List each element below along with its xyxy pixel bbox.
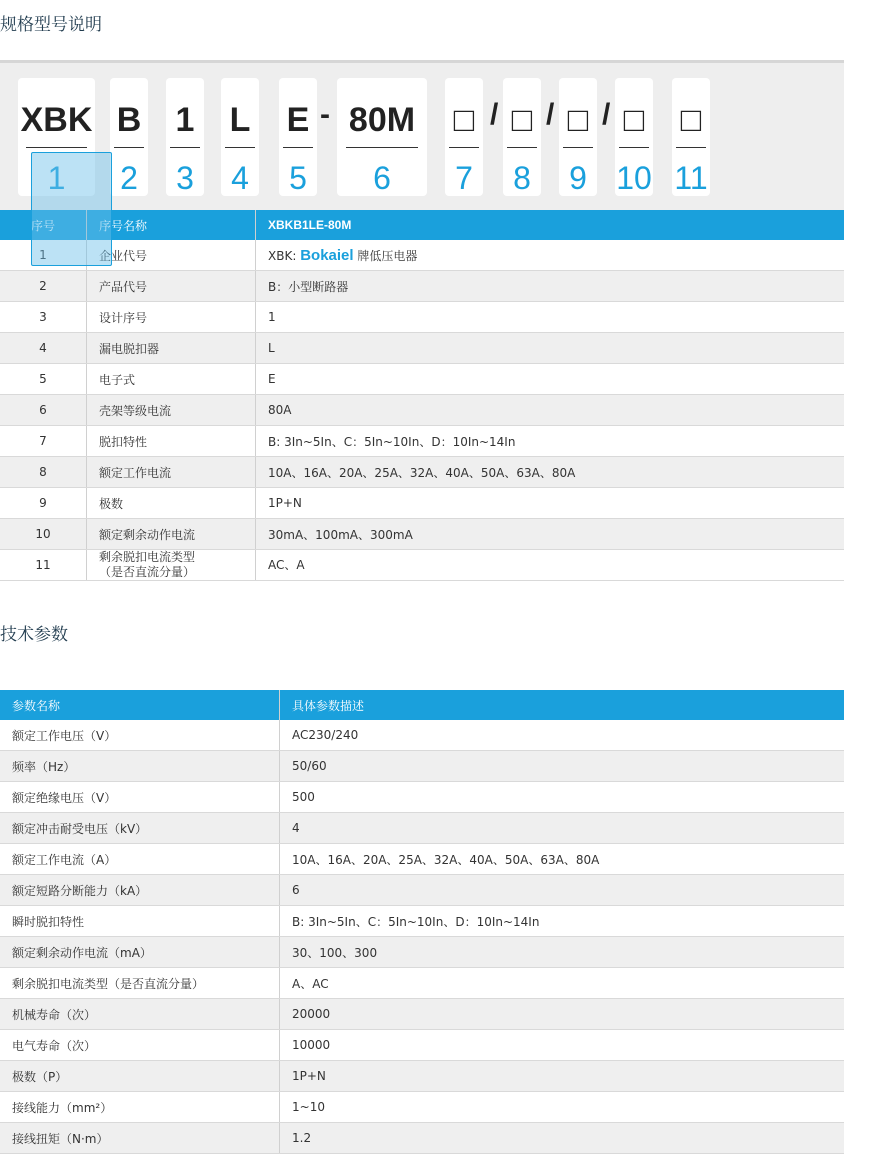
- code-card-4: [221, 78, 259, 196]
- table-row: [0, 782, 844, 813]
- table-cell: 电气寿命（次）: [0, 1030, 280, 1061]
- table-cell: E: [256, 364, 845, 395]
- table-row: [0, 519, 844, 550]
- table-cell: 额定短路分断能力（kA）: [0, 875, 280, 906]
- code-num: 8: [513, 160, 531, 196]
- code-char: 80M: [348, 101, 416, 139]
- code-char: □: [623, 101, 645, 139]
- table-row: [0, 333, 844, 364]
- table-row: [0, 813, 844, 844]
- table-row: [0, 844, 844, 875]
- table-cell: 额定工作电流（A）: [0, 844, 280, 875]
- table-header: 序号: [0, 210, 87, 240]
- table-row: [0, 999, 844, 1030]
- table-cell: 2: [0, 271, 87, 302]
- table-cell: 额定绝缘电压（V）: [0, 782, 280, 813]
- code-card-6: [337, 78, 427, 196]
- table-cell: 1: [0, 240, 87, 271]
- code-underline: [283, 147, 313, 148]
- table-row: [0, 457, 844, 488]
- table-cell: 频率（Hz）: [0, 751, 280, 782]
- code-underline: [26, 147, 88, 148]
- table-cell: 额定剩余动作电流（mA）: [0, 937, 280, 968]
- table-cell: AC、A: [256, 550, 845, 581]
- model-spec-table: [0, 210, 844, 581]
- table-cell: 额定冲击耐受电压（kV）: [0, 813, 280, 844]
- section-title-params: 技术参数: [0, 625, 68, 645]
- table-cell: 3: [0, 302, 87, 333]
- table-cell: 设计序号: [87, 302, 256, 333]
- table-cell: 接线扭矩（N·m）: [0, 1123, 280, 1154]
- table-cell: 脱扣特性: [87, 426, 256, 457]
- code-card-5: [279, 78, 317, 196]
- table-row: [0, 1092, 844, 1123]
- code-char: L: [229, 101, 251, 139]
- code-num: 2: [120, 160, 138, 196]
- table-cell: 10A、16A、20A、25A、32A、40A、50A、63A、80A: [256, 457, 845, 488]
- code-card-10: [615, 78, 653, 196]
- table-row: [0, 426, 844, 457]
- code-underline: [676, 147, 706, 148]
- table-header-row: [0, 210, 844, 240]
- code-num: 11: [674, 160, 708, 196]
- code-num: 5: [289, 160, 307, 196]
- table-row: [0, 302, 844, 333]
- code-num: 6: [373, 160, 391, 196]
- code-num: 3: [176, 160, 194, 196]
- table-cell: 1~10: [280, 1092, 845, 1123]
- table-cell: 机械寿命（次）: [0, 999, 280, 1030]
- highlight-box: [31, 152, 112, 266]
- code-char: 1: [175, 101, 195, 139]
- table-row: [0, 1030, 844, 1061]
- code-card-9: [559, 78, 597, 196]
- table-cell: 电子式: [87, 364, 256, 395]
- code-num: 1: [47, 160, 66, 196]
- table-row: [0, 937, 844, 968]
- table-cell: 额定工作电流: [87, 457, 256, 488]
- table-cell: 1P+N: [280, 1061, 845, 1092]
- table-cell: L: [256, 333, 845, 364]
- table-cell: 接线能力（mm²）: [0, 1092, 280, 1123]
- code-separator: /: [602, 98, 611, 131]
- code-num: 4: [231, 160, 249, 196]
- table-row: [0, 1061, 844, 1092]
- code-char: XBK: [20, 101, 93, 139]
- table-row: [0, 968, 844, 999]
- cell-line: （是否直流分量）: [99, 565, 196, 579]
- code-underline: [170, 147, 200, 148]
- table-cell: 50/60: [280, 751, 845, 782]
- code-card-8: [503, 78, 541, 196]
- table-cell: 10: [0, 519, 87, 550]
- table-cell: 30mA、100mA、300mA: [256, 519, 845, 550]
- code-separator: -: [320, 98, 330, 131]
- table-cell: 极数: [87, 488, 256, 519]
- table-cell: A、AC: [280, 968, 845, 999]
- code-card-7: [445, 78, 483, 196]
- table-row: [0, 1123, 844, 1154]
- table-header: 序号名称: [87, 210, 256, 240]
- table-cell: 额定剩余动作电流: [87, 519, 256, 550]
- table-cell: 6: [280, 875, 845, 906]
- code-card-3: [166, 78, 204, 196]
- code-char: □: [680, 101, 702, 139]
- code-separator: /: [490, 98, 499, 131]
- table-cell: 20000: [280, 999, 845, 1030]
- table-cell: 10000: [280, 1030, 845, 1061]
- table-row: [0, 395, 844, 426]
- table-cell: 5: [0, 364, 87, 395]
- table-cell: 500: [280, 782, 845, 813]
- code-underline: [449, 147, 479, 148]
- table-header-row: [0, 690, 844, 720]
- code-underline: [563, 147, 593, 148]
- table-row: [0, 488, 844, 519]
- table-cell: 8: [0, 457, 87, 488]
- cell-line: 剩余脱扣电流类型: [99, 550, 196, 564]
- brand-logo: Bokaiel: [300, 246, 354, 264]
- code-char: □: [567, 101, 589, 139]
- brand-prefix: XBK:: [268, 248, 297, 263]
- table-header: XBKB1LE-80M: [256, 210, 845, 240]
- table-cell: 6: [0, 395, 87, 426]
- table-row: [0, 720, 844, 751]
- table-cell: 壳架等级电流: [87, 395, 256, 426]
- tech-params-table: [0, 690, 844, 1154]
- table-row: [0, 271, 844, 302]
- code-char: B: [116, 101, 142, 139]
- table-cell: 企业代号: [87, 240, 256, 271]
- table-cell: [256, 240, 845, 271]
- table-row: [0, 906, 844, 937]
- table-row: [0, 550, 844, 581]
- table-cell: 产品代号: [87, 271, 256, 302]
- table-cell: 极数（P）: [0, 1061, 280, 1092]
- table-cell: 瞬时脱扣特性: [0, 906, 280, 937]
- table-cell: 1P+N: [256, 488, 845, 519]
- code-char: □: [453, 101, 475, 139]
- code-num: 7: [455, 160, 473, 196]
- table-cell: AC230/240: [280, 720, 845, 751]
- table-cell: 9: [0, 488, 87, 519]
- table-cell: B：小型断路器: [256, 271, 845, 302]
- code-num: 9: [569, 160, 587, 196]
- code-underline: [114, 147, 144, 148]
- table-cell: 1: [256, 302, 845, 333]
- table-cell: 7: [0, 426, 87, 457]
- code-underline: [507, 147, 537, 148]
- table-row: [0, 240, 844, 271]
- table-header: 具体参数描述: [280, 690, 845, 720]
- code-char: E: [286, 101, 310, 139]
- code-separator: /: [546, 98, 555, 131]
- table-cell: 10A、16A、20A、25A、32A、40A、50A、63A、80A: [280, 844, 845, 875]
- table-cell: 30、100、300: [280, 937, 845, 968]
- table-cell: 漏电脱扣器: [87, 333, 256, 364]
- table-cell: B: 3In~5In、C：5In~10In、D：10In~14In: [256, 426, 845, 457]
- code-underline: [619, 147, 649, 148]
- table-cell: [87, 550, 256, 581]
- code-num: 10: [616, 160, 652, 196]
- table-cell: B: 3In~5In、C：5In~10In、D：10In~14In: [280, 906, 845, 937]
- brand-suffix: 牌低压电器: [357, 248, 418, 263]
- table-row: [0, 875, 844, 906]
- table-cell: 4: [280, 813, 845, 844]
- table-cell: 剩余脱扣电流类型（是否直流分量）: [0, 968, 280, 999]
- table-cell: 11: [0, 550, 87, 581]
- table-row: [0, 751, 844, 782]
- table-cell: 1.2: [280, 1123, 845, 1154]
- code-card-11: [672, 78, 710, 196]
- table-header: 参数名称: [0, 690, 280, 720]
- model-code-panel: [0, 60, 844, 212]
- table-row: [0, 364, 844, 395]
- code-underline: [225, 147, 255, 148]
- code-char: □: [511, 101, 533, 139]
- table-cell: 额定工作电压（V）: [0, 720, 280, 751]
- table-cell: 4: [0, 333, 87, 364]
- table-cell: 80A: [256, 395, 845, 426]
- code-card-2: [110, 78, 148, 196]
- section-title-spec: 规格型号说明: [0, 15, 102, 35]
- code-underline: [346, 147, 418, 148]
